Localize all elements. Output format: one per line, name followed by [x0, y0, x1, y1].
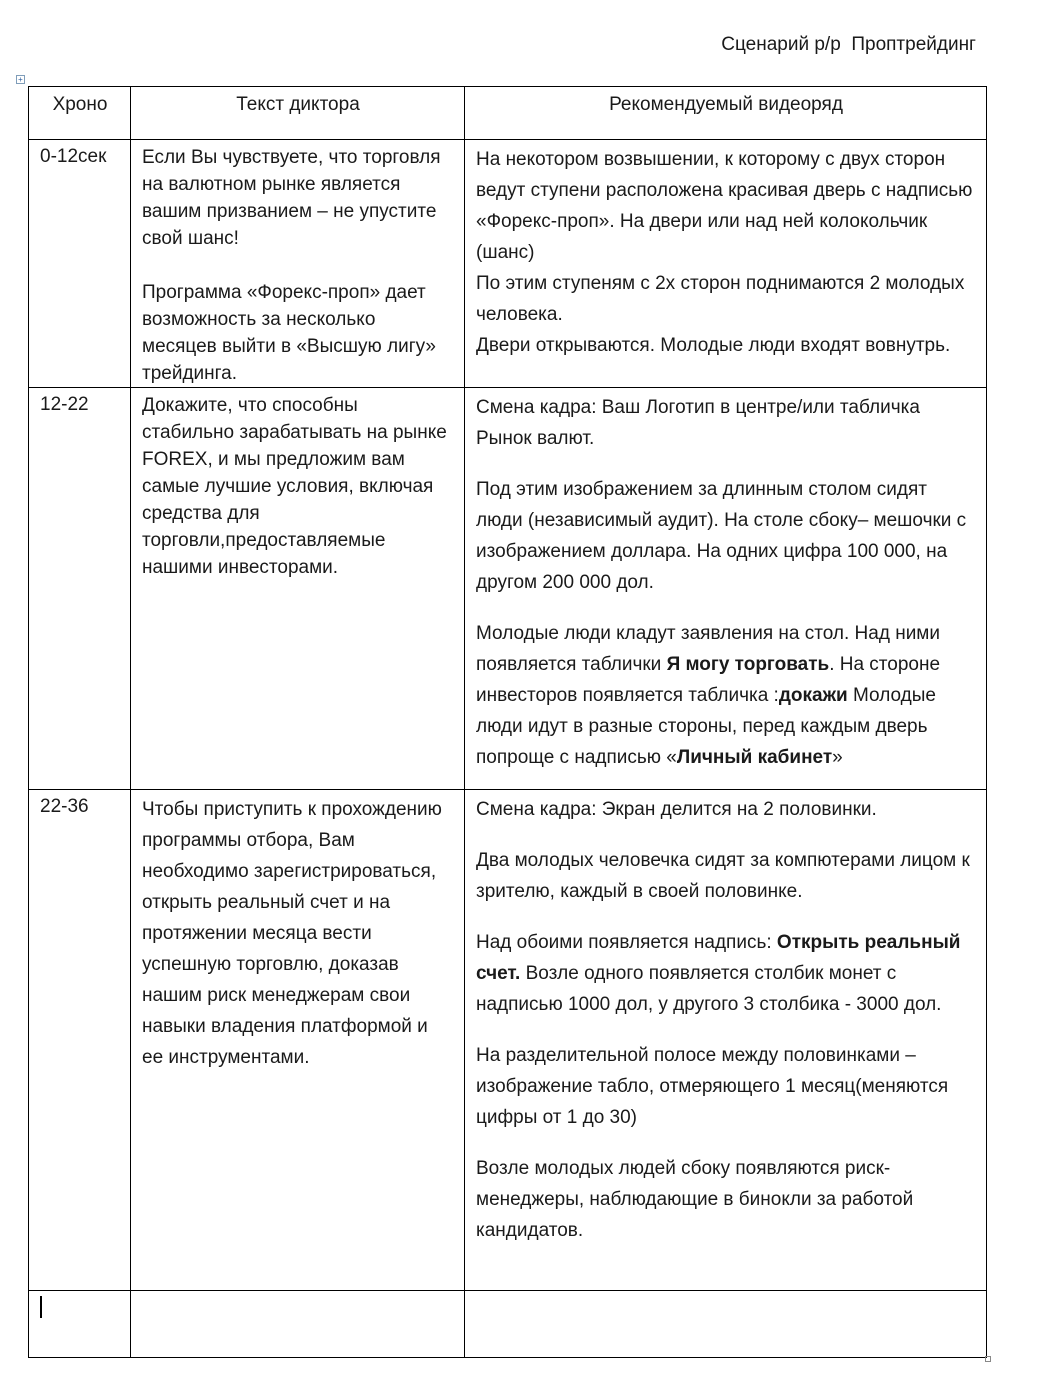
video-line: На некотором возвышении, к которому с двух сторон ведут ступени расположена красивая дверь с надписью «Форекс-проп». На двери или над ней колокольчик (шанс)	[476, 149, 973, 263]
speaker-paragraph: Программа «Форекс-проп» дает возможность за несколько месяцев выйти в «Высшую лигу» трейдинга.	[142, 282, 436, 384]
video-text	[465, 140, 986, 361]
video-text-run: Над обоими появляется надпись:	[476, 932, 777, 953]
video-text	[465, 790, 986, 1246]
speaker-paragraph: Докажите, что способны стабильно зарабатывать на рынке FOREX, и мы предложим вам самые лучшие условия, включая средства для торговли,предоставляемые нашими инвесторами.	[142, 395, 447, 578]
header-cell-speaker[interactable]	[131, 87, 465, 140]
chrono-cell-empty[interactable]	[29, 1291, 131, 1358]
video-bold-sign-prove-it: докажи	[778, 685, 848, 706]
speaker-text	[131, 388, 464, 581]
video-paragraph: Возле молодых людей сбоку появляются риск- менеджеры, наблюдающие в бинокли за работой кандидатов.	[476, 1158, 914, 1241]
table-row	[29, 388, 987, 790]
speaker-cell-empty[interactable]	[131, 1291, 465, 1358]
table-header-row	[29, 87, 987, 140]
video-line: По этим ступеням с 2х сторон поднимаются 2 молодых человека.	[476, 273, 965, 325]
video-text-run: Молодые люди кладут заявления на стол. Над ними появляется таблички	[476, 623, 940, 675]
speaker-cell[interactable]	[131, 140, 465, 388]
video-paragraph: Два молодых человечка сидят за компютерами лицом к зрителю, каждый в своей половинке.	[476, 850, 970, 902]
chrono-value: 12-22	[40, 394, 89, 415]
header-cell-video[interactable]	[465, 87, 987, 140]
column-header-chrono: Хроно	[52, 94, 108, 115]
video-paragraph	[476, 618, 976, 773]
table-row-empty	[29, 1291, 987, 1358]
video-paragraph: Смена кадра: Экран делится на 2 половинки.	[476, 799, 877, 820]
move-table-icon[interactable]: +	[16, 75, 25, 84]
table-row	[29, 140, 987, 388]
chrono-cell[interactable]	[29, 790, 131, 1291]
document-header-title: Сценарий р/р Проптрейдинг	[721, 34, 976, 55]
video-text-run: Возле одного появляется столбик монет с надписью 1000 дол, у другого 3 столбика - 3000 дол.	[476, 963, 942, 1015]
speaker-paragraph: Если Вы чувствуете, что торговля на валютном рынке является вашим призванием – не упустите свой шанс!	[142, 147, 441, 249]
video-paragraph: Под этим изображением за длинным столом сидят люди (независимый аудит). На столе сбоку– мешочки с изображением доллара. На одних цифра 100 000, на другом 200 000 дол.	[476, 479, 967, 593]
resize-table-icon[interactable]	[985, 1356, 991, 1362]
video-text	[465, 388, 986, 773]
video-text-run: »	[832, 747, 843, 768]
speaker-text	[131, 140, 464, 387]
video-text-run: Молодые люди идут в разные стороны, перед каждым дверь попроще с надписью «	[476, 685, 936, 768]
chrono-value: 0-12сек	[40, 146, 107, 167]
video-bold-personal-cabinet: Личный кабинет	[676, 747, 833, 768]
video-line: Двери открываются. Молодые люди входят вовнутрь.	[476, 335, 951, 356]
video-paragraph	[476, 927, 976, 1020]
table-row	[29, 790, 987, 1291]
header-cell-chrono[interactable]	[29, 87, 131, 140]
chrono-value: 22-36	[40, 796, 89, 817]
video-cell[interactable]	[465, 140, 987, 388]
video-paragraph: Смена кадра: Ваш Логотип в центре/или табличка Рынок валют.	[476, 397, 920, 449]
speaker-text	[131, 790, 464, 1073]
script-table	[28, 86, 987, 1358]
column-header-speaker-text: Текст диктора	[236, 94, 360, 115]
chrono-cell[interactable]	[29, 140, 131, 388]
video-paragraph: На разделительной полосе между половинками – изображение табло, отмеряющего 1 месяц(меняются цифры от 1 до 30)	[476, 1045, 949, 1128]
speaker-paragraph: Чтобы приступить к прохождению программы отбора, Вам необходимо зарегистрироваться, открыть реальный счет и на протяжении месяца вести успешную торговлю, доказав нашим риск менеджерам свои навыки владения платформой и ее инструментами.	[142, 799, 442, 1068]
column-header-video: Рекомендуемый видеоряд	[609, 94, 843, 115]
speaker-cell[interactable]	[131, 790, 465, 1291]
text-cursor	[40, 1296, 42, 1318]
video-bold-open-account: Открыть реальный счет.	[476, 932, 961, 984]
chrono-cell[interactable]	[29, 388, 131, 790]
video-cell[interactable]	[465, 790, 987, 1291]
speaker-cell[interactable]	[131, 388, 465, 790]
video-bold-sign-i-can-trade: Я могу торговать	[666, 654, 830, 675]
video-cell[interactable]	[465, 388, 987, 790]
video-text-run: . На стороне инвесторов появляется табличка :	[476, 654, 941, 706]
video-cell-empty[interactable]	[465, 1291, 987, 1358]
